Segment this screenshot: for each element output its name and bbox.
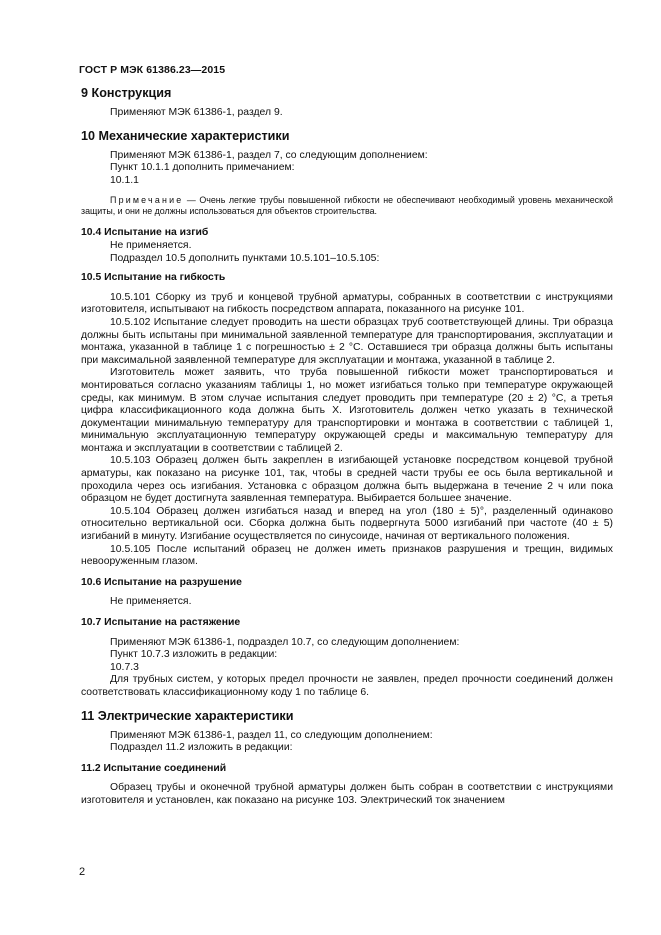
clause-10-5-104: 10.5.104 Образец должен изгибаться назад и вперед на угол (180 ± 5)°, разделенный одинаково относительно вертикальной оси. Сборка должна быть подвергнута 5000 изгибаний при частоте (40 ± 5) изгибаний в минуту. Изгибание осуществляется по синусоиде, начиная от вертикального положения.: [81, 505, 613, 543]
section-10-5-title: 10.5 Испытание на гибкость: [81, 272, 226, 284]
page-number: 2: [79, 866, 86, 878]
section-10-title: 10 Механические характеристики: [81, 128, 290, 143]
section-11-title: 11 Электрические характеристики: [81, 708, 294, 723]
section-10-text-1: Применяют МЭК 61386-1, раздел 7, со следующим дополнением:: [110, 149, 428, 161]
section-10-4-text-1: Не применяется.: [110, 239, 192, 251]
section-10-7-text-1: Применяют МЭК 61386-1, подраздел 10.7, со следующим дополнением:: [110, 636, 460, 648]
section-10-7-text-2: Пункт 10.7.3 изложить в редакции:: [110, 649, 278, 661]
section-9-title: 9 Конструкция: [81, 86, 172, 100]
clause-10-5-103: 10.5.103 Образец должен быть закреплен в изгибающей установке посредством концевой трубной арматуры, как показано на рисунке 101, так, чтобы в средней части трубы ее ось была вертикальной и проходила через ось изгибания. Установка с образцом должна быть выдержана в течение 2 ч или пока образцом не будет достигнута заявленная температура. Выбирается большее значение.: [81, 455, 613, 505]
section-10-4-text-2: Подраздел 10.5 дополнить пунктами 10.5.101–10.5.105:: [110, 252, 380, 264]
section-11-2-title: 11.2 Испытание соединений: [81, 762, 227, 774]
clause-10-5-102-cont: Изготовитель может заявить, что труба повышенной гибкости может транспортироваться и монтироваться согласно указаниям таблицы 1, но может изгибаться только при температуре окружающей среды, как минимум. В этом случае испытания следует проводить при температуре (20 ± 2) °C, а третья цифра классификационного кода должна быть X. Изготовитель должен четко указать в технической документации минимальную температуру для транспортировки и монтажа в соответствии с таблицей 1, минимальную эксплуатационную температуру окружающей среды и максимальную температуру для монтажа и эксплуатации в соответствии с таблицей 2.: [81, 367, 613, 454]
section-9-text: Применяют МЭК 61386-1, раздел 9.: [110, 107, 283, 118]
clause-10-5-101: 10.5.101 Сборку из труб и концевой трубной арматуры, собранных в соответствии с инструкциями изготовителя, испытывают на гибкость посредством аппарата, показанного на рисунке 101.: [81, 291, 613, 316]
section-10-note: [81, 195, 613, 217]
note-label: Примечание: [110, 195, 184, 206]
section-10-6-title: 10.6 Испытание на разрушение: [81, 576, 242, 588]
clause-10-5-102: 10.5.102 Испытание следует проводить на шести образцах труб соответствующей длины. Три образца должны быть испытаны при минимальной заявленной температуре для транспортирования, эксплуатации и монтажа, указанной в таблице 1 с погрешностью ± 2 °C. Оставшиеся три образца должны быть испытаны при максимальной заявленной температуре для эксплуатации и монтажа, указанной в таблице 2.: [81, 316, 613, 366]
note-text: — Очень легкие трубы повышенной гибкости не обеспечивают необходимый уровень механической защиты, и они не должны использоваться для объектов строительства.: [81, 195, 613, 217]
section-10-7-text-3: 10.7.3: [110, 661, 139, 673]
document-body: [81, 86, 613, 808]
section-10-7-text-4: Для трубных систем, у которых предел прочности не заявлен, предел прочности соединений должен соответствовать классификационному коду 1 по таблице 6.: [81, 674, 613, 698]
document-header: ГОСТ Р МЭК 61386.23—2015: [79, 64, 226, 76]
section-10-text-2: Пункт 10.1.1 дополнить примечанием:: [110, 162, 295, 174]
section-11-text-2: Подраздел 11.2 изложить в редакции:: [110, 742, 293, 754]
section-11-text-1: Применяют МЭК 61386-1, раздел 11, со следующим дополнением:: [110, 729, 433, 741]
section-10-4-title: 10.4 Испытание на изгиб: [81, 227, 209, 239]
section-11-2-text: Образец трубы и оконечной трубной арматуры должен быть собран в соответствии с инструкциями изготовителя и установлен, как показано на рисунке 103. Электрический ток значением: [81, 782, 613, 806]
section-10-7-title: 10.7 Испытание на растяжение: [81, 617, 241, 628]
section-10-6-text: Не применяется.: [110, 596, 192, 608]
clause-10-5-105: 10.5.105 После испытаний образец не должен иметь признаков разрушения и трещин, видимых невооруженным глазом.: [81, 543, 613, 568]
section-10-text-3: 10.1.1: [110, 174, 139, 186]
